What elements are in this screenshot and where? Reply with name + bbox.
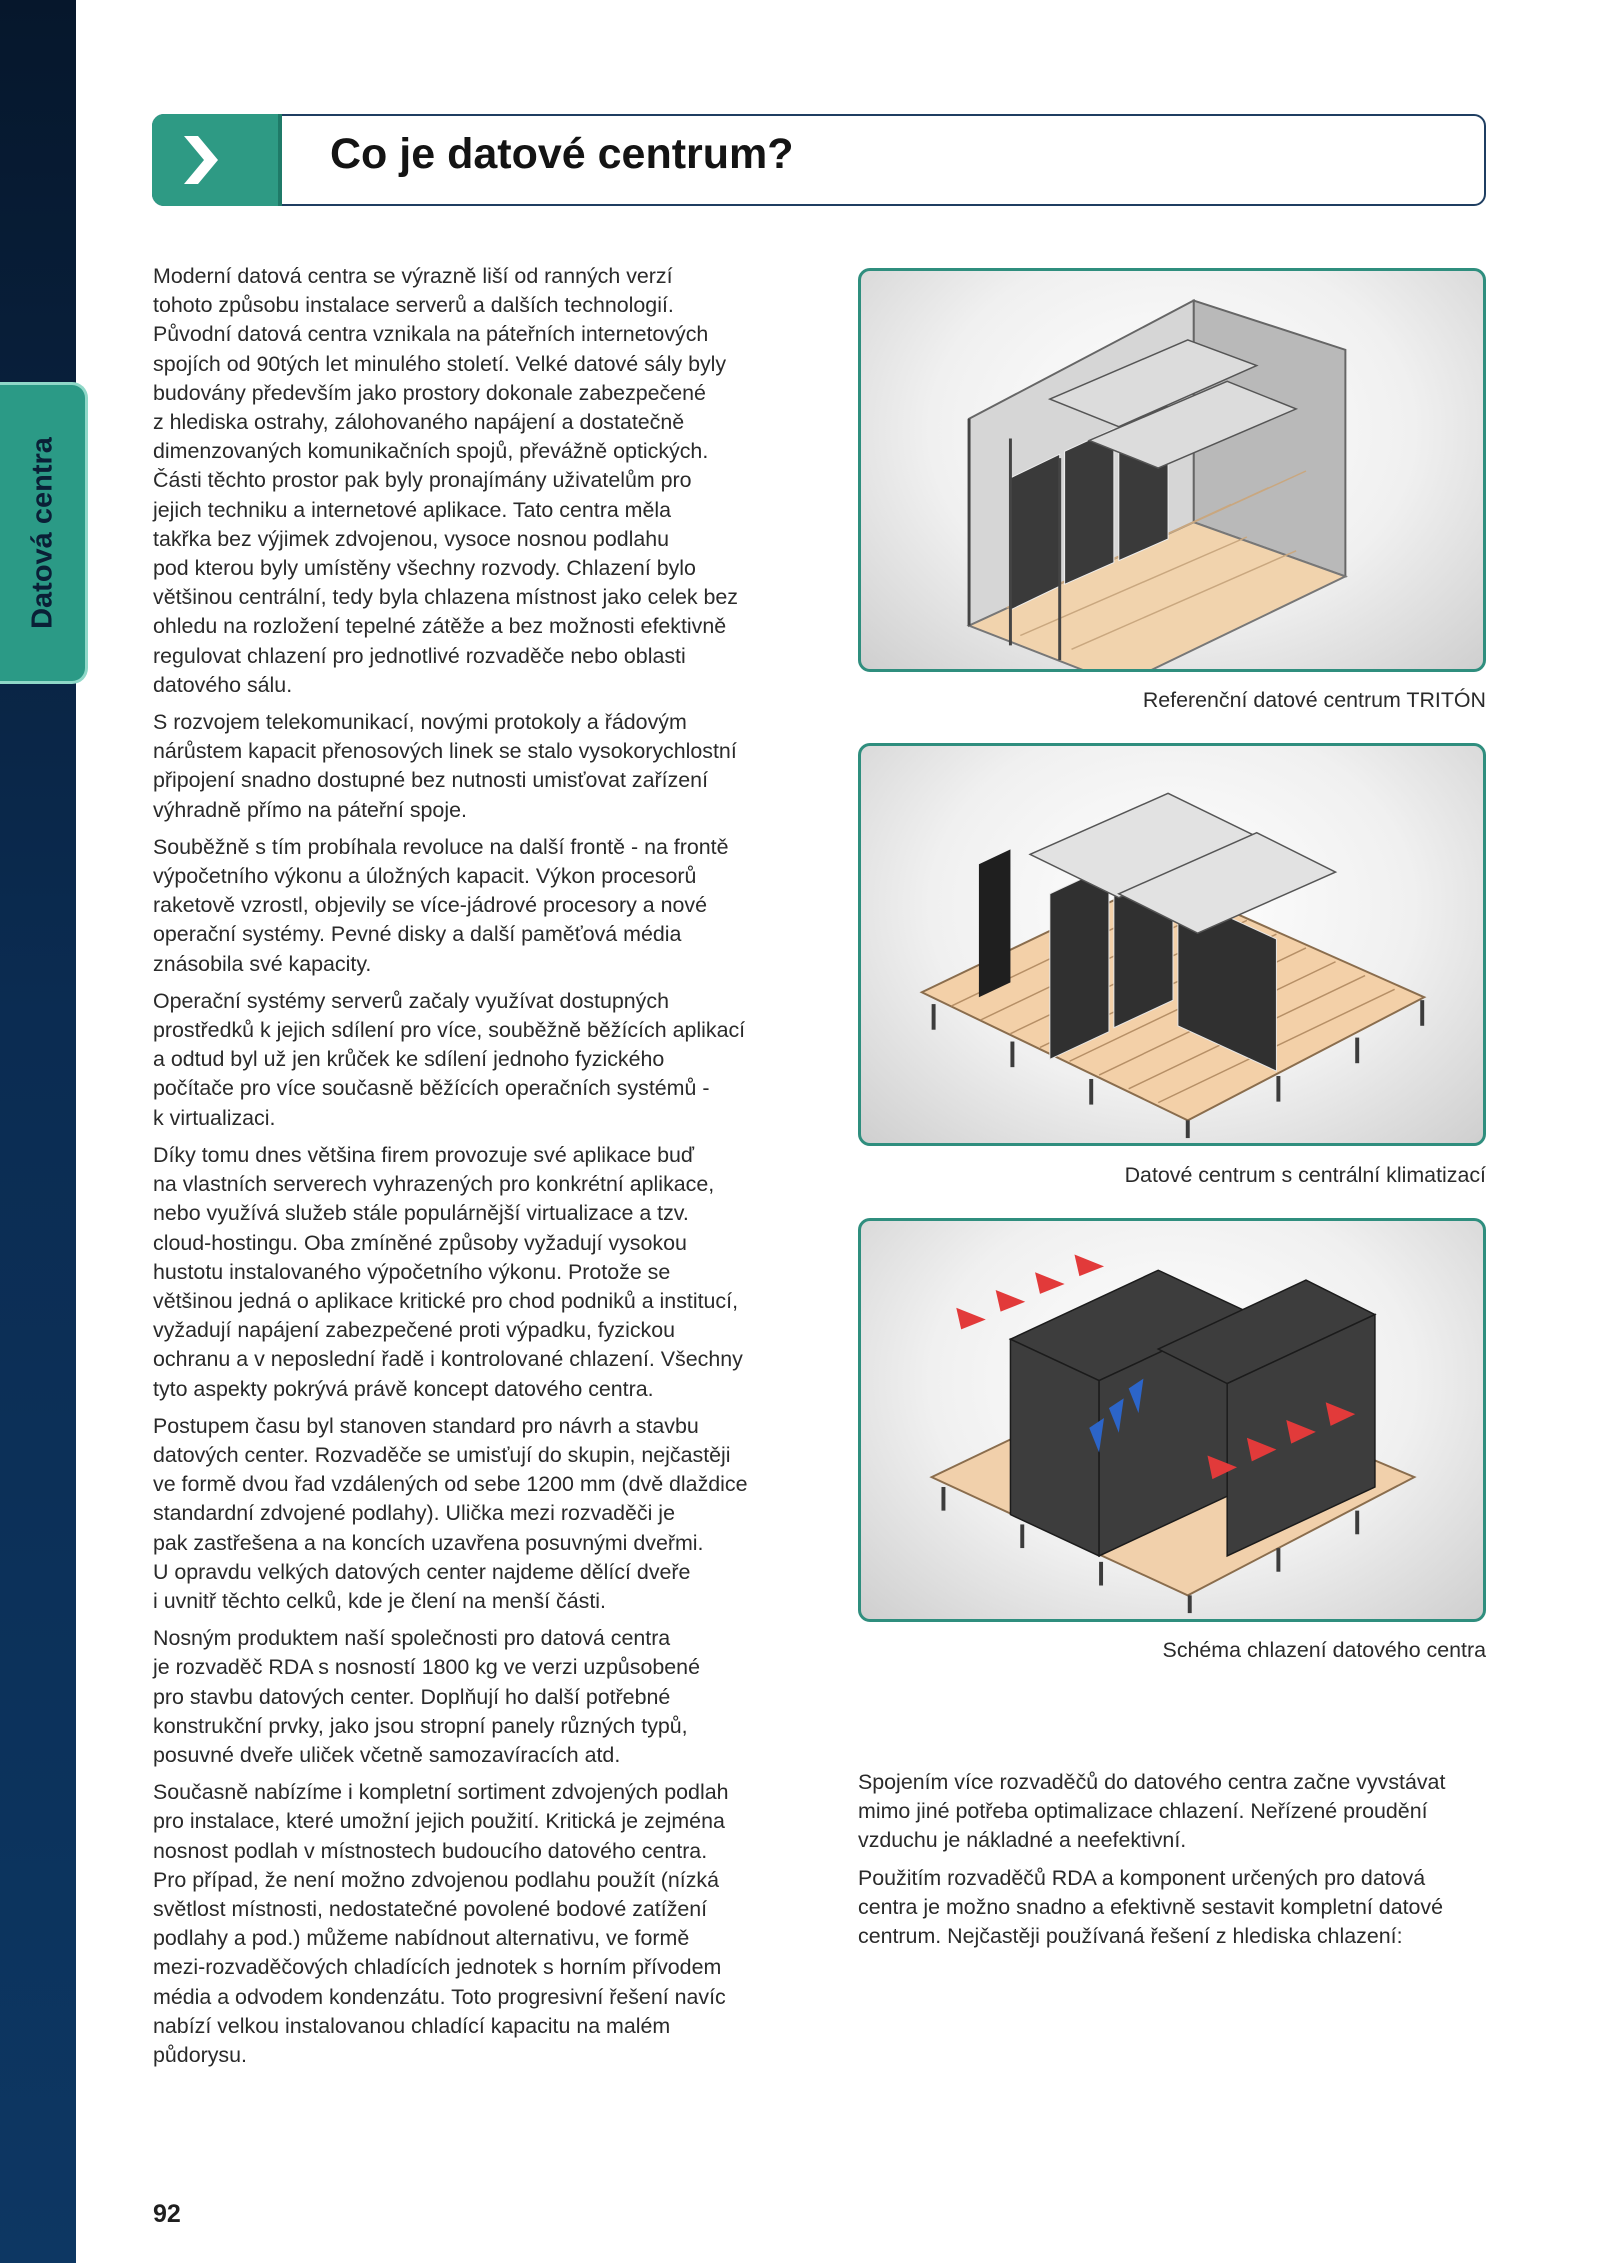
cooling-schema-illustration: [861, 1221, 1483, 1619]
paragraph: Postupem času byl stanoven standard pro návrh a stavbu datových center. Rozvaděče se umisťují do skupin, nejčastěji ve formě dvou řad vzdálených od sebe 1200 mm (dvě dlaždice standardní zdvojené podlahy). Ulička mezi rozvaděči je pak zastřešena a na koncích uzavřena posuvnými dveřmi. U opravdu velkých datových center najdeme dělící dveře i uvnitř těchto celků, kde je člení na menší části.: [153, 1413, 748, 1613]
paragraph: Moderní datová centra se výrazně liší od ranných verzí tohoto způsobu instalace serverů a dalších technologií. Původní datová centra vznikala na páteřních internetových spojích od 90tých let minulého století. Velké datové sály byly budovány především jako prostory dokonale zabezpečené z hlediska ostrahy, zálohovaného napájení a dostatečně dimenzovaných komunikačních spojů, převážně optických. Části těchto prostor pak byly pronajímány uživatelům pro jejich techniku a internetové aplikace. Tato centra měla takřka bez výjimek zdvojenou, vysoce nosnou podlahu pod kterou byly umístěny všechny rozvody. Chlazení bylo většinou centrální, tedy byla chlazena místnost jako celek bez ohledu na rozložení tepelné zátěže a bez možnosti efektivně regulovat chlazení pro jednotlivé rozvaděče nebo oblasti datového sálu.: [153, 264, 738, 697]
page-title: Co je datové centrum?: [330, 130, 794, 178]
section-tab: [0, 382, 88, 684]
raised-floor-illustration: [861, 746, 1483, 1143]
paragraph: Operační systémy serverů začaly využívat dostupných prostředků k jejich sdílení pro více, souběžně běžících aplikací a odtud byl už jen krůček ke sdílení jednoho fyzického počítače pro více současně běžících operačních systémů - k virtualizaci.: [153, 988, 746, 1130]
page-number: 92: [153, 2200, 181, 2228]
chevron-badge: [152, 114, 282, 206]
paragraph: S rozvojem telekomunikací, novými protokoly a řádovým nárůstem kapacit přenosových linek se stalo vysokorychlostní připojení snadno dostupné bez nutnosti umisťovat zařízení výhradně přímo na páteřní spoje.: [153, 710, 737, 822]
paragraph: Díky tomu dnes většina firem provozuje své aplikace buď na vlastních serverech vyhrazených pro konkrétní aplikace, nebo využívá služeb stále populárnější virtualizace a tzv. cloud-hostingu. Oba zmíněné způsoby vyžadují vysokou hustotu instalovaného výpočetního výkonu. Protože se většinou jedná o aplikace kritické pro chod podniků a institucí, vyžadují napájení zabezpečené proti výpadku, fyzickou ochranu a v neposlední řadě i kontrolované chlazení. Všechny tyto aspekty pokrývá právě koncept datového centra.: [153, 1142, 743, 1401]
paragraph: Použitím rozvaděčů RDA a komponent určených pro datová centra je možno snadno a efektivně sestavit kompletní datové centrum. Nejčastěji používaná řešení z hlediska chlazení:: [858, 1865, 1444, 1949]
chevron-right-icon: [170, 130, 230, 190]
datacenter-room-illustration: [861, 271, 1483, 669]
main-text-column: [153, 262, 803, 2078]
section-tab-label: Datová centra: [26, 437, 58, 629]
figure-cooling-schema: [858, 1218, 1486, 1622]
paragraph: Spojením více rozvaděčů do datového centra začne vyvstávat mimo jiné potřeba optimalizace chlazení. Neřízené proudění vzduchu je nákladné a neefektivní.: [858, 1770, 1446, 1853]
paragraph: Současně nabízíme i kompletní sortiment zdvojených podlah pro instalace, které umožní jejich použití. Kritická je zejména nosnost podlah v místnostech budoucího datového centra. Pro případ, že není možno zdvojenou podlahu použít (nízká světlost místnosti, nedostatečné povolené bodové zatížení podlahy a pod.) můžeme nabídnout alternativu, ve formě mezi-rozvaděčových chladících jednotek s horním přívodem média a odvodem kondenzátu. Toto progresivní řešení navíc nabízí velkou instalovanou chladící kapacitu na malém půdorysu.: [153, 1780, 729, 2067]
figure-caption: Datové centrum s centrální klimatizací: [1124, 1163, 1486, 1187]
figure-datacenter-room: [858, 268, 1486, 672]
left-color-bar: [0, 0, 76, 2263]
paragraph: Souběžně s tím probíhala revoluce na další frontě - na frontě výpočetního výkonu a úložných kapacit. Výkon procesorů raketově vzrostl, objevily se více-jádrové procesory a nové operační systémy. Pevné disky a další paměťová média znásobila své kapacity.: [153, 834, 729, 976]
figure-raised-floor: [858, 743, 1486, 1146]
figure-caption: Referenční datové centrum TRITÓN: [1142, 688, 1486, 712]
right-text-column: [858, 1768, 1488, 1959]
paragraph: Nosným produktem naší společnosti pro datová centra je rozvaděč RDA s nosností 1800 kg ve verzi uzpůsobené pro stavbu datových center. Doplňují ho další potřebné konstrukční prvky, jako jsou stropní panely různých typů, posuvné dveře uliček včetně samozavíracích atd.: [153, 1626, 700, 1767]
figure-caption: Schéma chlazení datového centra: [1162, 1638, 1486, 1662]
